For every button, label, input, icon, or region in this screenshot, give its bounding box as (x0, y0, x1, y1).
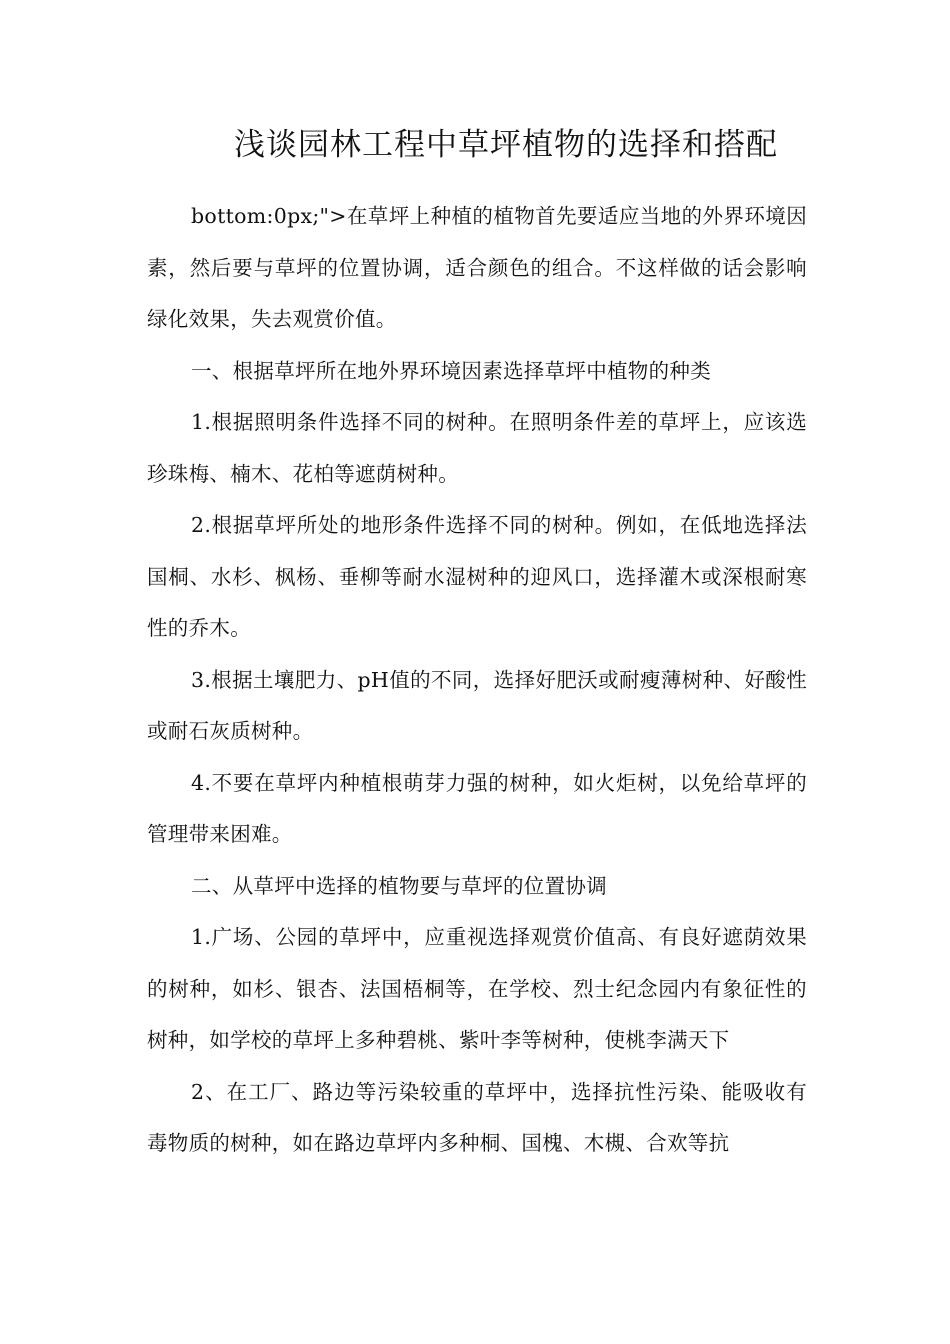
document-body (147, 191, 807, 1170)
paragraph-1-4: 4.不要在草坪内种植根萌芽力强的树种，如火炬树，以免给草坪的管理带来困难。 (147, 770, 807, 846)
document-title: 浅谈园林工程中草坪植物的选择和搭配 (234, 127, 778, 163)
section-heading-2: 二、从草坪中选择的植物要与草坪的位置协调 (191, 873, 607, 898)
paragraph-2-1: 1.广场、公园的草坪中，应重视选择观赏价值高、有良好遮荫效果的树种，如杉、银杏、法国梧桐等，在学校、烈士纪念园内有象征性的树种，如学校的草坪上多种碧桃、紫叶李等树种，使桃李满天下 (147, 925, 807, 1052)
paragraph-1-1: 1.根据照明条件选择不同的树种。在照明条件差的草坪上，应该选珍珠梅、楠木、花柏等遮荫树种。 (147, 410, 807, 486)
paragraph-1-3: 3.根据土壤肥力、pH值的不同，选择好肥沃或耐瘦薄树种、好酸性或耐石灰质树种。 (147, 667, 807, 743)
paragraph-1-2: 2.根据草坪所处的地形条件选择不同的树种。例如，在低地选择法国桐、水杉、枫杨、垂柳等耐水湿树种的迎风口，选择灌木或深根耐寒性的乔木。 (147, 513, 807, 640)
section-heading-1: 一、根据草坪所在地外界环境因素选择草坪中植物的种类 (191, 358, 711, 383)
paragraph-intro: bottom:0px;">在草坪上种植的植物首先要适应当地的外界环境因素，然后要与草坪的位置协调，适合颜色的组合。不这样做的话会影响绿化效果，失去观赏价值。 (147, 204, 807, 331)
paragraph-2-2: 2、在工厂、路边等污染较重的草坪中，选择抗性污染、能吸收有毒物质的树种，如在路边草坪内多种桐、国槐、木槻、合欢等抗 (147, 1079, 807, 1155)
